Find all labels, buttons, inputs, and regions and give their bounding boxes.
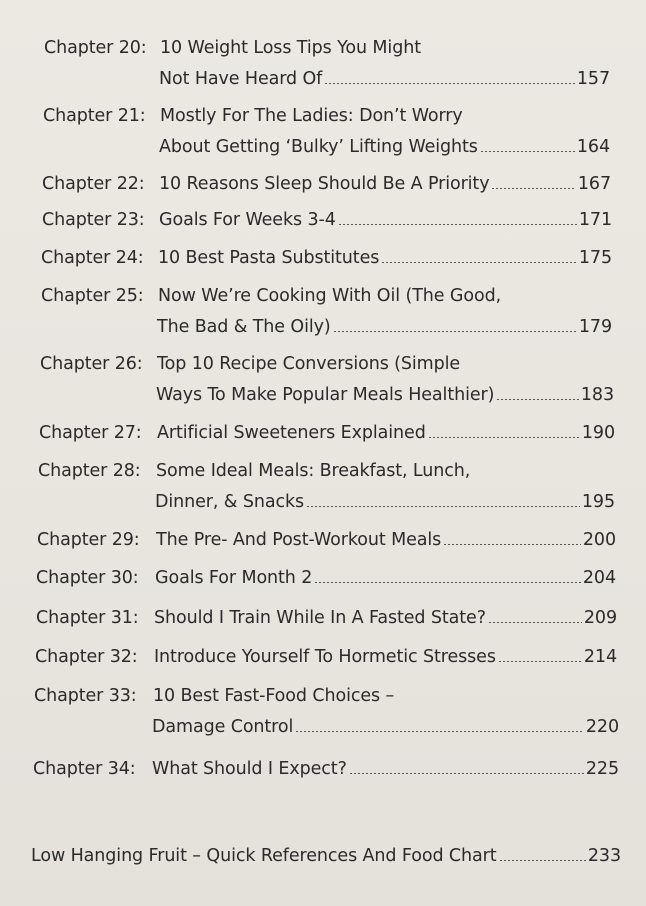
chapter-label: Chapter 24:	[41, 248, 144, 268]
appendix-title: Low Hanging Fruit – Quick References And Food Chart	[31, 846, 497, 866]
page-number: 204	[582, 568, 616, 588]
chapter-title-line	[159, 210, 612, 230]
page-number: 179	[578, 317, 612, 337]
chapter-title: Damage Control	[152, 717, 294, 737]
leader-dots	[428, 437, 580, 438]
chapter-title: Top 10 Recipe Conversions (Simple	[157, 354, 461, 374]
page-number: 225	[585, 759, 619, 779]
chapter-label: Chapter 33:	[34, 686, 137, 706]
chapter-title-line	[159, 137, 610, 157]
page-number: 209	[583, 608, 617, 628]
chapter-title-line	[156, 385, 614, 405]
leader-dots	[338, 224, 577, 225]
leader-dots	[324, 83, 575, 84]
chapter-label: Chapter 29:	[37, 530, 140, 550]
chapter-title: Ways To Make Popular Meals Healthier)	[156, 385, 495, 405]
leader-dots	[381, 262, 577, 263]
chapter-title-line	[156, 530, 616, 550]
leader-dots	[488, 622, 582, 623]
page-number: 214	[583, 647, 617, 667]
leader-dots	[295, 731, 584, 732]
chapter-title-line	[157, 354, 614, 374]
chapter-title: Dinner, & Snacks	[155, 492, 305, 512]
chapter-label: Chapter 34:	[33, 759, 136, 779]
chapter-title: Artificial Sweeteners Explained	[157, 423, 426, 443]
page-number: 220	[585, 717, 619, 737]
chapter-title-line	[158, 286, 612, 306]
chapter-title-line	[160, 38, 610, 58]
appendix-entry	[31, 846, 621, 866]
chapter-title-line	[159, 69, 610, 89]
leader-dots	[498, 661, 582, 662]
chapter-label: Chapter 32:	[35, 647, 138, 667]
chapter-title-line	[159, 174, 611, 194]
chapter-title-line	[155, 492, 615, 512]
leader-dots	[333, 331, 577, 332]
chapter-title: Should I Train While In A Fasted State?	[154, 608, 486, 628]
chapter-title: Goals For Month 2	[155, 568, 313, 588]
chapter-label: Chapter 22:	[42, 174, 145, 194]
chapter-title-line	[160, 106, 610, 126]
chapter-label: Chapter 23:	[42, 210, 145, 230]
page-number: 171	[578, 210, 612, 230]
chapter-title-line	[155, 568, 616, 588]
chapter-title: Not Have Heard Of	[159, 69, 323, 89]
chapter-label: Chapter 27:	[39, 423, 142, 443]
chapter-label: Chapter 31:	[36, 608, 139, 628]
chapter-title-line	[154, 647, 617, 667]
page-number: 167	[577, 174, 611, 194]
chapter-title: 10 Reasons Sleep Should Be A Priority	[159, 174, 490, 194]
chapter-title: 10 Best Pasta Substitutes	[158, 248, 380, 268]
leader-dots	[306, 506, 580, 507]
leader-dots	[491, 188, 575, 189]
chapter-title: Mostly For The Ladies: Don’t Worry	[160, 106, 463, 126]
chapter-label: Chapter 26:	[40, 354, 143, 374]
chapter-title-line	[157, 423, 615, 443]
page-number: 164	[576, 137, 610, 157]
chapter-title-line	[153, 686, 619, 706]
page-number: 233	[587, 846, 621, 866]
chapter-title-line	[152, 759, 619, 779]
leader-dots	[314, 582, 581, 583]
leader-dots	[499, 860, 586, 861]
chapter-title: The Pre- And Post-Workout Meals	[156, 530, 442, 550]
chapter-title: The Bad & The Oily)	[157, 317, 331, 337]
leader-dots	[443, 544, 581, 545]
chapter-label: Chapter 30:	[36, 568, 139, 588]
leader-dots	[480, 151, 575, 152]
chapter-title-line	[156, 461, 615, 481]
chapter-title: Introduce Yourself To Hormetic Stresses	[154, 647, 496, 667]
chapter-title: Now We’re Cooking With Oil (The Good,	[158, 286, 502, 306]
leader-dots	[496, 399, 579, 400]
chapter-title-line	[152, 717, 619, 737]
chapter-label: Chapter 25:	[41, 286, 144, 306]
chapter-title-line	[154, 608, 617, 628]
chapter-label: Chapter 20:	[44, 38, 147, 58]
chapter-title: What Should I Expect?	[152, 759, 347, 779]
page-number: 190	[581, 423, 615, 443]
chapter-title-line	[158, 248, 612, 268]
page-number: 175	[578, 248, 612, 268]
chapter-title: 10 Best Fast-Food Choices –	[153, 686, 395, 706]
page-number: 195	[581, 492, 615, 512]
chapter-title: Goals For Weeks 3-4	[159, 210, 336, 230]
chapter-label: Chapter 21:	[43, 106, 146, 126]
leader-dots	[349, 773, 584, 774]
chapter-title: About Getting ‘Bulky’ Lifting Weights	[159, 137, 478, 157]
page-number: 200	[582, 530, 616, 550]
chapter-title: Some Ideal Meals: Breakfast, Lunch,	[156, 461, 471, 481]
page-number: 183	[580, 385, 614, 405]
chapter-title: 10 Weight Loss Tips You Might	[160, 38, 421, 58]
chapter-title-line	[157, 317, 612, 337]
chapter-label: Chapter 28:	[38, 461, 141, 481]
page-number: 157	[576, 69, 610, 89]
